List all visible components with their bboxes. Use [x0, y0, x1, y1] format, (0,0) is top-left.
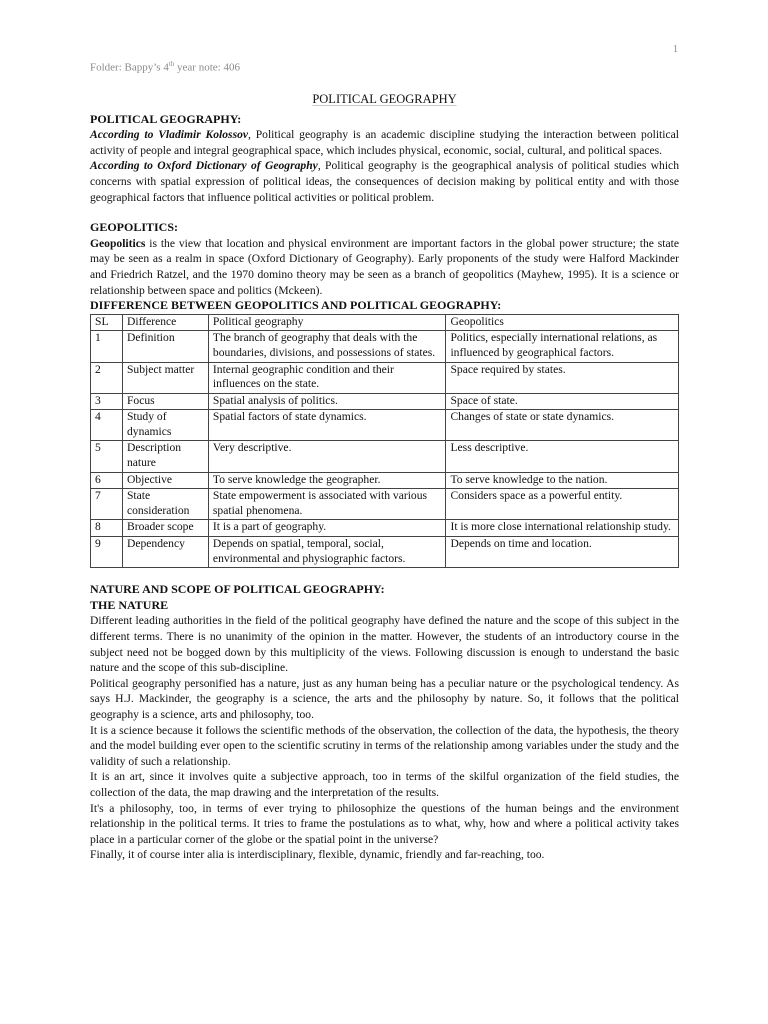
table-cell-political-geography: The branch of geography that deals with the boundaries, divisions, and possessions of states. [208, 331, 446, 362]
table-cell-geopolitics: Changes of state or state dynamics. [446, 410, 679, 441]
table-cell-difference: State consideration [122, 489, 208, 520]
table-header-row [91, 314, 679, 331]
table-cell-difference: Definition [122, 331, 208, 362]
table-cell-sl: 5 [91, 441, 123, 472]
table-cell-difference: Dependency [122, 537, 208, 568]
table-cell-difference: Subject matter [122, 362, 208, 393]
table-row [91, 331, 679, 362]
table-cell-geopolitics: Politics, especially international relations, as influenced by geographical factors. [446, 331, 679, 362]
table-cell-political-geography: Very descriptive. [208, 441, 446, 472]
table-cell-geopolitics: Space of state. [446, 393, 679, 410]
page-number: 1 [673, 44, 678, 55]
kolossov-text: , Political geography is an academic discipline studying the interaction between political activity of people and integral geographical space, which includes physical, economic, social, cultural, and political spaces. [90, 128, 680, 157]
document-body [90, 92, 679, 863]
table-cell-political-geography: Depends on spatial, temporal, social, environmental and physiographic factors. [208, 537, 446, 568]
page-title: POLITICAL GEOGRAPHY [312, 92, 457, 106]
folder-note-prefix: Folder: Bappy’s 4 [90, 61, 169, 74]
oxford-text: , Political geography is the geographical analysis of political studies which concerns with spatial expression of political ideas, the consequences of decision making by political entity and with those geographical factors that influence political activities or political problem. [90, 159, 680, 204]
nature-paragraph-2: Political geography personified has a nature, just as any human being has a peculiar nature or the psychological tendency. As says H.J. Mackinder, the geography is a science, the arts and the philosophy by nature. So, it follows that the political geography is a science, arts and philosophy, too. [90, 676, 679, 721]
table-cell-sl: 2 [91, 362, 123, 393]
geopolitics-heading: GEOPOLITICS: [90, 220, 179, 235]
table-cell-political-geography: Spatial factors of state dynamics. [208, 410, 446, 441]
table-cell-political-geography: State empowerment is associated with various spatial phenomena. [208, 489, 446, 520]
table-cell-political-geography: Internal geographic condition and their influences on the state. [208, 362, 446, 393]
nature-paragraph-3: It is a science because it follows the scientific methods of the observation, the collection of the data, the hypothesis, the theory and the model building ever open to the scientific scrutiny in terms of the relationship among variables under the study and the validity of such a relationship. [90, 723, 679, 768]
nature-paragraph-1: Different leading authorities in the field of the political geography have defined the nature and the scope of this subject in the different terms. There is no unanimity of the opinion in the matter. However, the students of an introductory course in the subject need not be bogged down by this multiplicity of the views. Following discussion is enough to understand the basic nature and the scope of this sub-discipline. [90, 614, 679, 675]
table-cell-difference: Broader scope [122, 520, 208, 537]
folder-note-suffix: year note: 406 [174, 61, 240, 74]
oxford-definition [90, 158, 679, 205]
table-cell-geopolitics: It is more close international relationship study. [446, 520, 679, 537]
table-cell-geopolitics: Less descriptive. [446, 441, 679, 472]
geopolitics-text: is the view that location and physical environment are important factors in the global power structure; the state may be seen as a realm in space (Oxford Dictionary of Geography). Early proponents of the study were Halford Mackinder and Friedrich Ratzel, and the 1970 domino theory may be seen as a branch of geopolitics (Mayhew, 1995). It is a science or relationship between space and politics (Mckeen). [90, 236, 679, 297]
column-header-political-geography: Political geography [208, 314, 446, 331]
difference-heading: DIFFERENCE BETWEEN GEOPOLITICS AND POLITICAL GEOGRAPHY: [90, 298, 502, 313]
table-row [91, 410, 679, 441]
table-row [91, 537, 679, 568]
political-geography-heading: POLITICAL GEOGRAPHY: [90, 111, 242, 126]
geopolitics-lead: Geopolitics [90, 236, 146, 250]
folder-note-sup: th [168, 60, 175, 68]
table-cell-sl: 6 [91, 472, 123, 489]
table-cell-difference: Focus [122, 393, 208, 410]
column-header-sl: SL [91, 314, 123, 331]
table-cell-sl: 8 [91, 520, 123, 537]
table-cell-difference: Description nature [122, 441, 208, 472]
oxford-lead: According to Oxford Dictionary of Geography [90, 159, 318, 173]
table-row [91, 472, 679, 489]
table-row [91, 489, 679, 520]
nature-paragraph-5: It's a philosophy, too, in terms of ever trying to philosophize the questions of the human beings and the environment relationship in the political terms. It tries to frame the postulations as to what, why, how and where a political activity takes place in a particular corner of the globe or the spatial point in the universe? [90, 801, 679, 846]
table-cell-sl: 1 [91, 331, 123, 362]
table-row [91, 520, 679, 537]
table-cell-sl: 7 [91, 489, 123, 520]
column-header-difference: Difference [122, 314, 208, 331]
table-cell-political-geography: It is a part of geography. [208, 520, 446, 537]
table-cell-difference: Objective [122, 472, 208, 489]
table-cell-political-geography: To serve knowledge the geographer. [208, 472, 446, 489]
table-cell-geopolitics: To serve knowledge to the nation. [446, 472, 679, 489]
difference-table [90, 314, 679, 569]
nature-paragraph-6: Finally, it of course inter alia is interdisciplinary, flexible, dynamic, friendly and far-reaching, too. [90, 848, 545, 862]
folder-note [90, 60, 240, 74]
column-header-geopolitics: Geopolitics [446, 314, 679, 331]
table-cell-geopolitics: Depends on time and location. [446, 537, 679, 568]
table-row [91, 362, 679, 393]
table-row [91, 393, 679, 410]
spacer [90, 205, 679, 220]
kolossov-lead: According to Vladimir Kolossov [90, 128, 249, 142]
table-cell-difference: Study of dynamics [122, 410, 208, 441]
table-cell-sl: 3 [91, 393, 123, 410]
table-cell-sl: 4 [91, 410, 123, 441]
table-cell-geopolitics: Considers space as a powerful entity. [446, 489, 679, 520]
nature-scope-heading: NATURE AND SCOPE OF POLITICAL GEOGRAPHY: [90, 582, 385, 597]
table-cell-geopolitics: Space required by states. [446, 362, 679, 393]
table-cell-sl: 9 [91, 537, 123, 568]
kolossov-definition [90, 127, 679, 158]
nature-subheading: THE NATURE [90, 597, 169, 612]
table-row [91, 441, 679, 472]
geopolitics-paragraph [90, 236, 679, 298]
nature-paragraph-4: It is an art, since it involves quite a subjective approach, too in terms of the skilful organization of the field studies, the collection of the data, the map drawing and the interpretation of the results. [90, 770, 679, 799]
table-cell-political-geography: Spatial analysis of politics. [208, 393, 446, 410]
